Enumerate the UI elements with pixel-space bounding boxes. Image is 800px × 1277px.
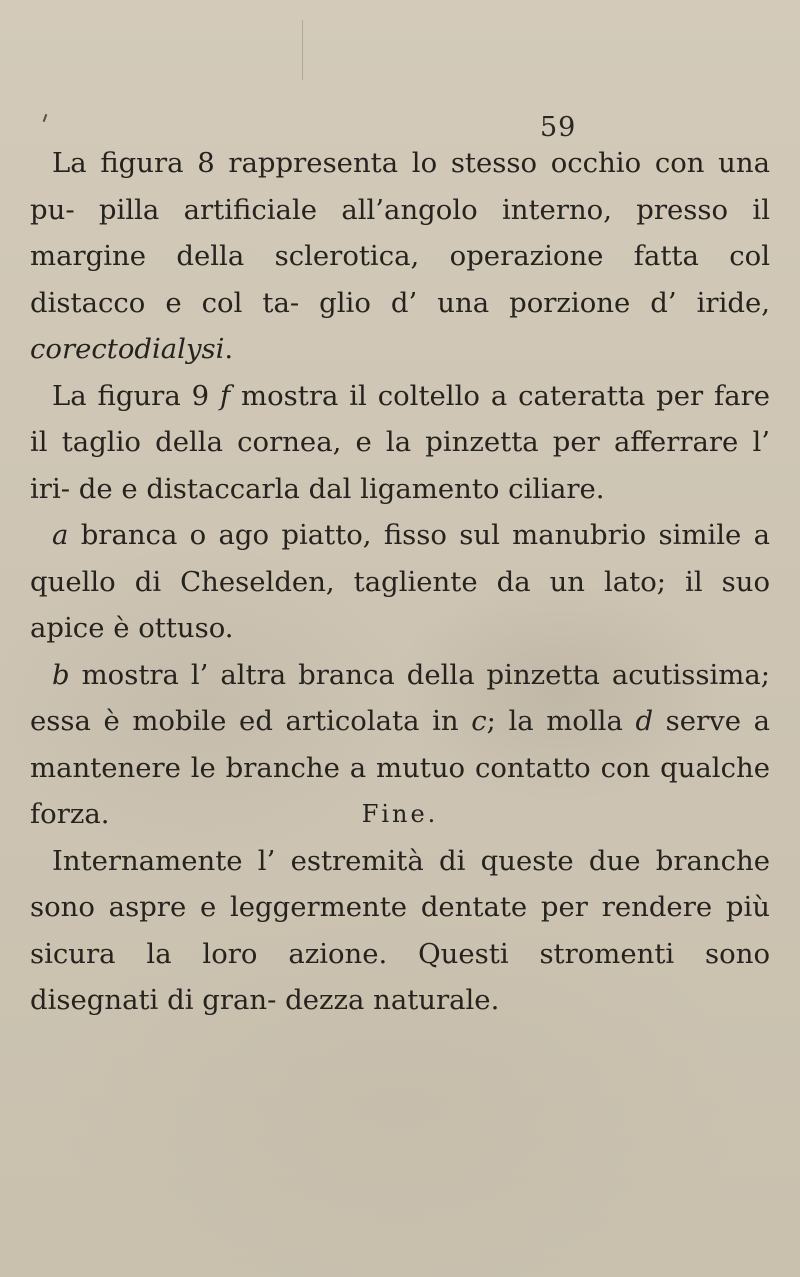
text-run-italic: a (52, 519, 69, 551)
text-run: . (224, 333, 234, 365)
text-run: mostra l’ altra branca della pinzetta acutissima; essa è mobile ed articolata in (30, 658, 770, 737)
end-marker: Fine. (361, 800, 439, 828)
text-run: La figura 9 (52, 379, 220, 412)
paper-crease (302, 20, 303, 80)
paragraph-item-a (30, 512, 770, 652)
page-number: 59 (540, 112, 577, 143)
text-run-italic: corectodialysi (30, 333, 225, 365)
paragraph-figure-8 (30, 140, 770, 373)
text-run-italic: f (219, 379, 231, 412)
text-run: La figura 8 rappresenta lo stesso occhio con una pu- pilla artificiale all’angolo interno, presso il margine della sclerotica, operazione fatta col distacco e col ta- glio d’ una porzione d’ iride, (30, 147, 770, 319)
text-run-italic: c (471, 705, 487, 737)
ink-speck (43, 114, 48, 122)
text-run: serve a mantenere le branche a mutuo contatto con qualche forza. (30, 705, 770, 830)
text-run: ; la molla (486, 705, 636, 737)
text-run: mostra il coltello a cateratta per fare il taglio della cornea, e la pinzetta per afferrare l’ iri- de e distaccarla dal ligamento ciliare. (30, 379, 771, 505)
body-text (30, 140, 770, 1024)
text-run: Internamente l’ estremità di queste due branche sono aspre e leggermente dentate per rendere più sicura la loro azione. Questi stromenti sono disegnati di gran- dezza naturale. (30, 844, 770, 1016)
paragraph-internamente (30, 838, 770, 1024)
text-run-italic: d (635, 705, 654, 737)
text-run: branca o ago piatto, fisso sul manubrio simile a quello di Cheselden, tagliente da un lato; il suo apice è ottuso. (30, 519, 770, 644)
text-run-italic: b (52, 658, 70, 691)
paragraph-figure-9 (30, 373, 770, 513)
